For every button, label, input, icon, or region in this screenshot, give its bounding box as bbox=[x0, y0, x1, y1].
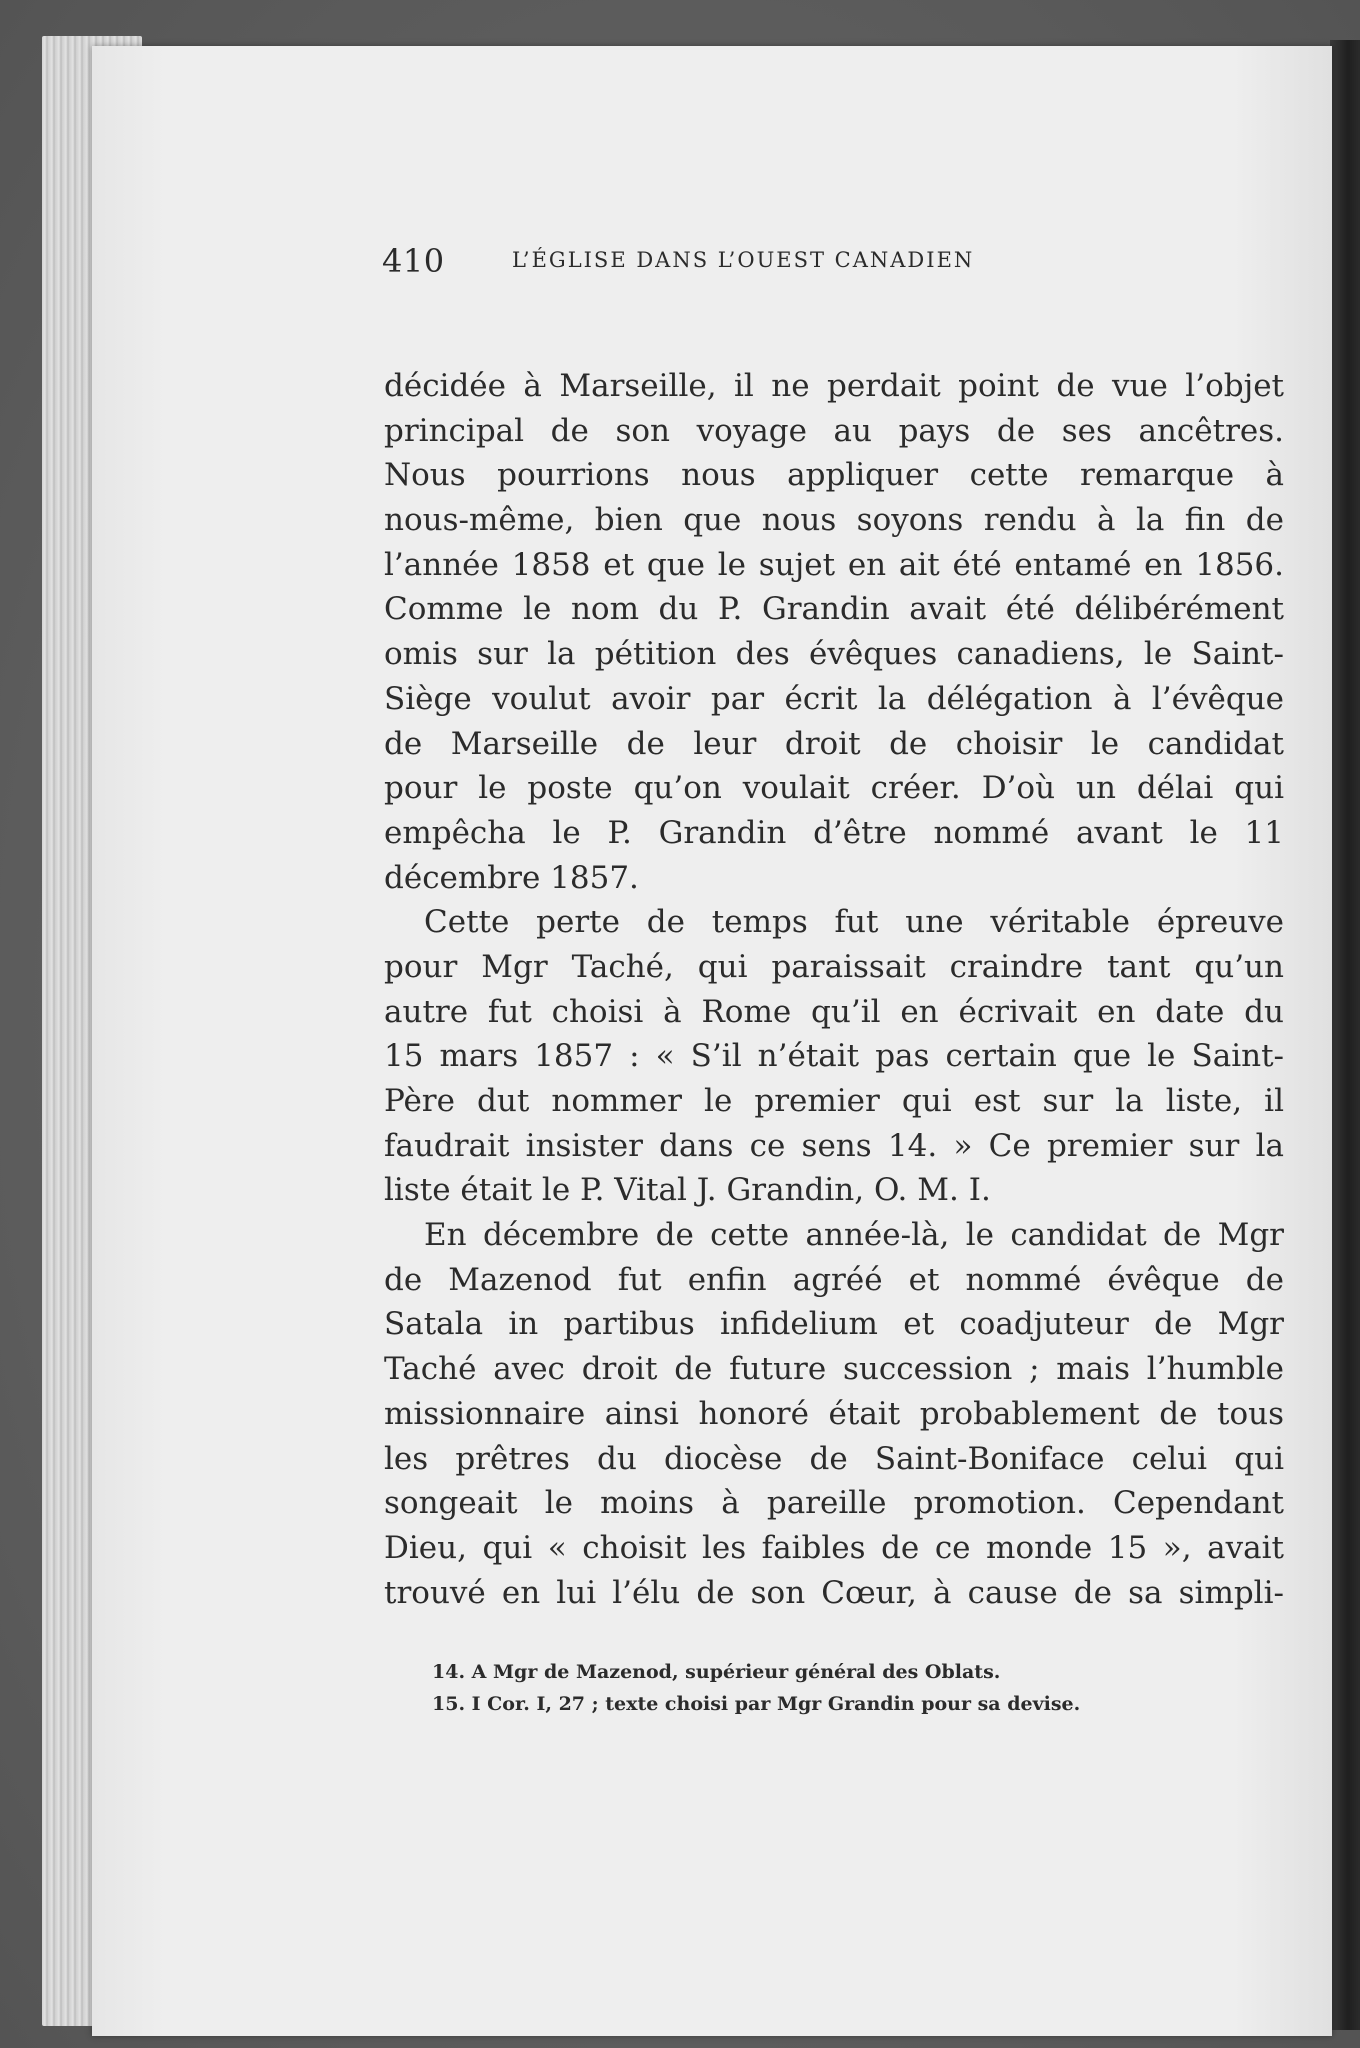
text-line: principal de son voyage au pays de ses ancêtres. bbox=[384, 412, 1284, 449]
text-line: Taché avec droit de future succession ; mais l’humble bbox=[384, 1351, 1284, 1388]
text-line: de Mazenod fut enfin agréé et nommé évêque de bbox=[384, 1261, 1284, 1298]
running-head-title: L’ÉGLISE DANS L’OUEST CANADIEN bbox=[512, 248, 975, 272]
text-line: Comme le nom du P. Grandin avait été délibérément bbox=[384, 591, 1284, 628]
text-line: songeait le moins à pareille promotion. Cependant bbox=[384, 1485, 1284, 1522]
book-binding-shadow bbox=[1330, 40, 1360, 2030]
text-line: empêcha le P. Grandin d’être nommé avant le 11 bbox=[384, 814, 1284, 851]
text-line: liste était le P. Vital J. Grandin, O. M. I. bbox=[384, 1172, 991, 1209]
text-line: trouvé en lui l’élu de son Cœur, à cause de sa simpli- bbox=[384, 1574, 1284, 1611]
text-line: missionnaire ainsi honoré était probablement de tous bbox=[384, 1395, 1284, 1432]
text-line: les prêtres du diocèse de Saint-Boniface celui qui bbox=[384, 1440, 1284, 1477]
text-line: décembre 1857. bbox=[384, 859, 639, 896]
text-line: Cette perte de temps fut une véritable épreuve bbox=[424, 904, 1284, 941]
text-line: Nous pourrions nous appliquer cette remarque à bbox=[384, 457, 1284, 494]
text-line: pour le poste qu’on voulait créer. D’où un délai qui bbox=[384, 770, 1284, 807]
text-line: nous-même, bien que nous soyons rendu à la fin de bbox=[384, 502, 1284, 539]
text-line: 15 mars 1857 : « S’il n’était pas certain que le Saint- bbox=[384, 1038, 1284, 1075]
text-line: En décembre de cette année-là, le candidat de Mgr bbox=[424, 1217, 1284, 1254]
footnote: 15. I Cor. I, 27 ; texte choisi par Mgr Grandin pour sa devise. bbox=[432, 1693, 1081, 1715]
footnote: 14. A Mgr de Mazenod, supérieur général des Oblats. bbox=[432, 1661, 1001, 1683]
text-line: Satala in partibus infidelium et coadjuteur de Mgr bbox=[384, 1306, 1284, 1343]
running-head bbox=[92, 242, 1332, 302]
text-line: Siège voulut avoir par écrit la délégation à l’évêque bbox=[384, 680, 1284, 717]
book-page bbox=[92, 46, 1332, 2036]
text-line: omis sur la pétition des évêques canadiens, le Saint- bbox=[384, 636, 1284, 673]
text-line: décidée à Marseille, il ne perdait point de vue l’objet bbox=[384, 368, 1284, 404]
body-text bbox=[384, 364, 1284, 1615]
text-line: Dieu, qui « choisit les faibles de ce monde 15 », avait bbox=[384, 1529, 1284, 1566]
footnotes bbox=[432, 1656, 1302, 1720]
text-line: l’année 1858 et que le sujet en ait été entamé en 1856. bbox=[384, 546, 1284, 583]
page-number: 410 bbox=[382, 242, 445, 280]
text-line: Père dut nommer le premier qui est sur la liste, il bbox=[384, 1083, 1284, 1119]
text-line: pour Mgr Taché, qui paraissait craindre tant qu’un bbox=[384, 948, 1284, 985]
text-line: faudrait insister dans ce sens 14. » Ce premier sur la bbox=[384, 1127, 1284, 1164]
text-line: de Marseille de leur droit de choisir le candidat bbox=[384, 725, 1284, 762]
text-line: autre fut choisi à Rome qu’il en écrivait en date du bbox=[384, 993, 1284, 1030]
